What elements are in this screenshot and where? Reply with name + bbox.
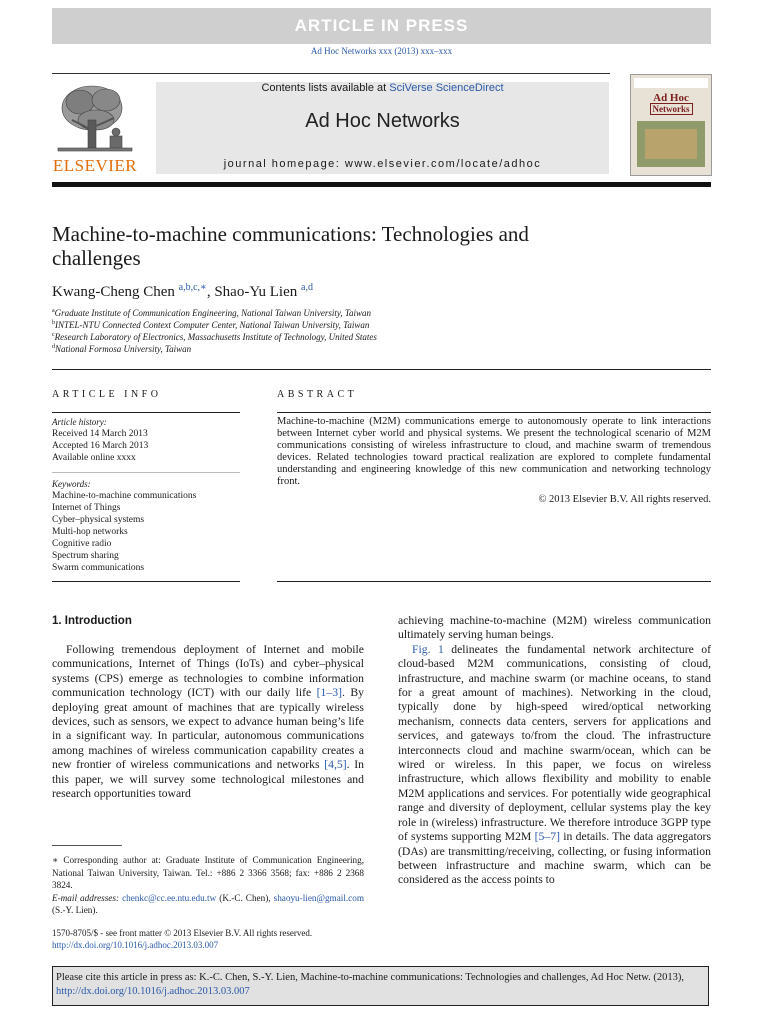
affiliation [52,332,377,342]
article-history [52,416,242,464]
author-affiliation-marks[interactable]: a,d [301,282,313,293]
affiliation [52,344,191,354]
citation-link[interactable]: [1–3] [316,686,342,700]
contents-prefix: Contents lists available at [261,82,390,94]
affiliation-text: INTEL-NTU Connected Context Computer Center, National Taiwan University, Taiwan [55,320,370,330]
online-date: Available online xxxx [52,453,136,463]
affiliation [52,320,369,330]
figure-link[interactable]: Fig. 1 [412,642,444,656]
affiliation-mark: a [52,308,55,314]
citation-box [52,966,709,1006]
email-link[interactable]: chenkc@cc.ee.ntu.edu.tw [122,892,217,903]
article-info-bottom-rule [52,581,240,582]
intro-paragraph [398,643,711,888]
cite-text: Please cite this article in press as: K.-C. Chen, S.-Y. Lien, Machine-to-machine communications: Technologies and challenges, Ad Hoc Netw. (2013), [56,972,685,983]
citation-link[interactable]: [4,5] [324,758,347,772]
citation-link[interactable]: [5–7] [534,830,560,844]
journal-cover-image [630,74,712,176]
abstract-rule [277,412,711,413]
keywords-label: Keywords: [52,479,91,489]
journal-homepage[interactable]: journal homepage: www.elsevier.com/locate/adhoc [223,158,542,170]
intro-column-left [52,643,364,801]
author-affiliation-marks[interactable]: a,b,c,∗ [178,282,207,293]
author-name: Shao-Yu Lien [214,284,298,300]
section-rule [52,369,711,370]
corresponding-author-footnote [52,854,364,917]
author-line: Kwang-Cheng Chen $^{a,b,c,∗}$, Shao-Yu Lien $^{a,d}$ [52,282,313,300]
intro-text: . In this paper, we will survey some technological milestones and research opportunities toward [52,758,364,801]
affiliation-mark: b [52,320,55,326]
cover-title-2: Networks [650,103,693,115]
intro-paragraph: achieving machine-to-machine (M2M) wireless communication ultimately serving human beings. [398,614,711,642]
keyword: Cyber–physical systems [52,515,145,525]
intro-text: Following tremendous deployment of Internet and mobile communications, Internet of Things (IoTs) and cyber–physical systems (CPS) emerge as technologies to combine information communication technology (ICT) with our daily life [52,643,364,700]
affiliation-text: National Formosa University, Taiwan [55,344,192,354]
keyword: Cognitive radio [52,539,112,549]
doi-link[interactable]: http://dx.doi.org/10.1016/j.adhoc.2013.03.007 [52,939,219,950]
intro-heading: 1. Introduction [52,615,132,627]
paper-title: Machine-to-machine communications: Technologies and challenges [52,222,529,270]
abstract-text: Machine-to-machine (M2M) communications emerge to autonomously operate to link interactions between Internet cyber world and physical systems. We present the technological scenario of M2M communications consisting of wireless infrastructure to cloud, and machine swarm of tremendous devices. Related technologies toward practical realization are explored to complete fundamental understanding and engineering knowledge of this new communication and networking technology front. [277,416,711,487]
email-link[interactable]: shaoyu-lien@gmail.com [273,892,364,903]
footnote-rule [52,845,122,846]
keyword: Internet of Things [52,503,121,513]
email-owner: (S.-Y. Lien). [52,905,98,915]
footnote-text: Corresponding author at: Graduate Institute of Communication Engineering, National Taiwan University, Taiwan. Tel.: +886 2 3366 3568; fax: +886 2 2368 3824. [52,855,364,890]
accepted-date: Accepted 16 March 2013 [52,441,149,451]
abstract-bottom-rule [277,581,711,582]
footnote-star: ∗ [52,855,59,865]
intro-paragraph [52,643,364,801]
cite-doi-link[interactable]: http://dx.doi.org/10.1016/j.adhoc.2013.03.007 [56,986,250,997]
article-info-rule [52,412,240,413]
article-info-heading: ARTICLE INFO [52,389,162,400]
header-top-rule [52,73,610,74]
keywords-block [52,478,242,574]
journal-citation-line[interactable]: Ad Hoc Networks xxx (2013) xxx–xxx [310,46,453,56]
affiliation-text: Research Laboratory of Electronics, Massachusetts Institute of Technology, United States [54,332,377,342]
affiliation-mark: c [52,332,55,338]
sciencedirect-link[interactable]: SciVerse ScienceDirect [389,82,504,94]
keyword: Machine-to-machine communications [52,491,197,501]
intro-text: delineates the fundamental network architecture of cloud-based M2M communications, consisting of cloud, infrastructure, and machine swarm (or machine oceans, to stand for a great amount of machines). Networking in the cloud, typically done by high-speed wired/optical networking mechanism, connects data centers, servers for applications and services, and gateways to/from the cloud. The infrastructure interconnects cloud and machine swarm/ocean, which can be wired or wireless. In this paper, we focus on wireless infrastructure, which allows flexibility and mobility to enable M2M applications and services. For potentially wide geographical range and diversity of deployment, cellular systems play the key role in (wireless) infrastructure. We therefore introduce 3GPP type of systems supporting M2M [398,642,711,844]
contents-available-line [156,82,609,94]
keyword: Multi-hop networks [52,527,128,537]
issn-line: 1570-8705/$ - see front matter © 2013 Elsevier B.V. All rights reserved. [52,928,313,938]
intro-text: in details. The data aggregators (DAs) are transmitting/receiving, collecting, or fusing information between infrastructure and machine swarm, which can be considered as the access points to [398,830,711,887]
affiliation [52,308,371,318]
elsevier-wordmark: ELSEVIER [52,156,138,175]
author-name: Kwang-Cheng Chen [52,284,175,300]
keyword: Spectrum sharing [52,551,119,561]
received-date: Received 14 March 2013 [52,429,148,439]
cover-title-1: Ad Hoc [653,92,689,104]
front-matter-info [52,928,382,951]
keyword: Swarm communications [52,563,145,573]
abstract-copyright: © 2013 Elsevier B.V. All rights reserved. [538,494,711,505]
intro-column-right [398,614,711,888]
journal-title: Ad Hoc Networks [305,110,460,132]
history-label: Article history: [52,417,107,427]
affiliation-text: Graduate Institute of Communication Engineering, National Taiwan University, Taiwan [54,308,372,318]
email-owner: (K.-C. Chen), [216,892,274,903]
keywords-rule [52,472,240,473]
email-label: E-mail addresses: [52,892,123,903]
intro-text: . By deploying great amount of machines that are typically wireless devices, such as sensors, we expect to advance human being’s life in a significant way. In particular, autonomous communications among machines of wireless communication capability creates a new frontier of wireless communications and networks [52,686,364,772]
abstract-heading: ABSTRACT [277,389,358,400]
article-in-press-banner: ARTICLE IN PRESS [52,8,711,44]
affiliation-mark: d [52,344,55,350]
header-bottom-rule [52,182,711,187]
